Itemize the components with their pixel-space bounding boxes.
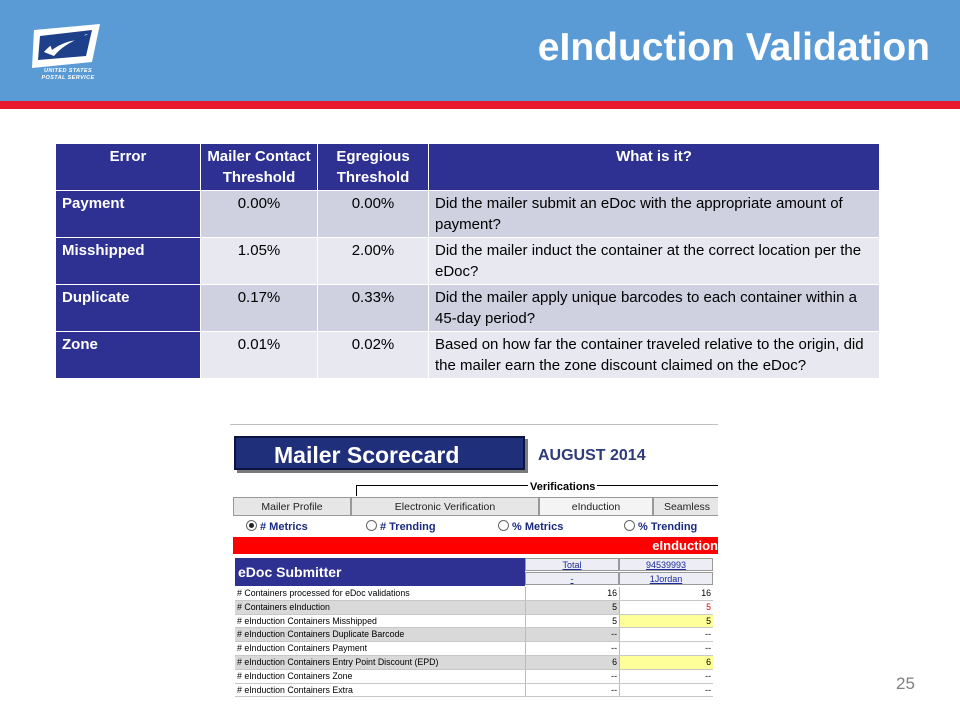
scorecard-month: AUGUST 2014 [538, 447, 646, 464]
radio-icon [498, 520, 509, 531]
error-cell: Misshipped [56, 238, 201, 285]
mailer-threshold-cell: 0.01% [201, 332, 318, 379]
edoc-submitter-header: eDoc Submitter [235, 558, 525, 586]
total-column-header[interactable]: Total [525, 558, 619, 571]
scorecard-view-options [246, 520, 718, 536]
radio-percent-metrics[interactable]: % Metrics [498, 520, 563, 533]
list-item: # eInduction Containers Payment -- -- [235, 642, 713, 656]
col-header-error: Error [56, 144, 201, 191]
mailer-scorecard-screenshot [230, 424, 718, 697]
table-row [56, 238, 880, 285]
description-cell: Did the mailer induct the container at the correct location per the eDoc? [429, 238, 880, 285]
mailer-name-column-subheader[interactable]: 1Jordan [619, 572, 713, 585]
table-header-row [56, 144, 880, 191]
error-cell: Duplicate [56, 285, 201, 332]
description-cell: Did the mailer submit an eDoc with the appropriate amount of payment? [429, 191, 880, 238]
error-cell: Payment [56, 191, 201, 238]
slide-header [0, 0, 960, 101]
table-row [56, 332, 880, 379]
col-header-egregious-threshold: Egregious Threshold [318, 144, 429, 191]
egregious-threshold-cell: 0.33% [318, 285, 429, 332]
mailer-threshold-cell: 0.00% [201, 191, 318, 238]
radio-icon [624, 520, 635, 531]
tab-einduction[interactable]: eInduction [539, 497, 653, 516]
scorecard-banner: Mailer Scorecard [234, 436, 525, 470]
radio-percent-trending[interactable]: % Trending [624, 520, 697, 533]
list-item: # eInduction Containers Zone -- -- [235, 670, 713, 684]
radio-number-metrics[interactable]: # Metrics [246, 520, 308, 533]
total-column-subheader[interactable]: - [525, 572, 619, 585]
table-row [56, 191, 880, 238]
list-item: # eInduction Containers Extra -- -- [235, 684, 713, 697]
header-divider [0, 101, 960, 109]
description-cell: Based on how far the container traveled relative to the origin, did the mailer earn the zone discount claimed on the eDoc? [429, 332, 880, 379]
list-item: # eInduction Containers Misshipped 5 5 [235, 615, 713, 629]
mailer-threshold-cell: 1.05% [201, 238, 318, 285]
list-item: # eInduction Containers Duplicate Barcode -- -- [235, 628, 713, 642]
list-item: # Containers eInduction 5 5 [235, 601, 713, 615]
einduction-section-bar: eInduction [233, 537, 718, 554]
radio-number-trending[interactable]: # Trending [366, 520, 436, 533]
list-item: # eInduction Containers Entry Point Discount (EPD) 6 6 [235, 656, 713, 670]
tab-mailer-profile[interactable]: Mailer Profile [233, 497, 351, 516]
list-item: # Containers processed for eDoc validations 16 16 [235, 587, 713, 601]
mailer-threshold-cell: 0.17% [201, 285, 318, 332]
page-number: 25 [896, 674, 915, 693]
verifications-label: Verifications [530, 481, 596, 493]
validation-table [56, 144, 880, 378]
egregious-threshold-cell: 0.02% [318, 332, 429, 379]
col-header-description: What is it? [429, 144, 880, 191]
tab-electronic-verification[interactable]: Electronic Verification [351, 497, 539, 516]
slide-title: eInduction Validation [537, 26, 930, 69]
table-row [56, 285, 880, 332]
scorecard-tabs [233, 497, 718, 517]
radio-icon [366, 520, 377, 531]
logo-text: UNITED STATES POSTAL SERVICE [41, 68, 95, 81]
radio-selected-icon [246, 520, 257, 531]
egregious-threshold-cell: 0.00% [318, 191, 429, 238]
col-header-mailer-threshold: Mailer Contact Threshold [201, 144, 318, 191]
error-cell: Zone [56, 332, 201, 379]
mailer-id-column-header[interactable]: 94539993 [619, 558, 713, 571]
scorecard-metrics-list [235, 587, 713, 697]
tab-seamless[interactable]: Seamless [653, 497, 718, 516]
description-cell: Did the mailer apply unique barcodes to each container within a 45-day period? [429, 285, 880, 332]
egregious-threshold-cell: 2.00% [318, 238, 429, 285]
